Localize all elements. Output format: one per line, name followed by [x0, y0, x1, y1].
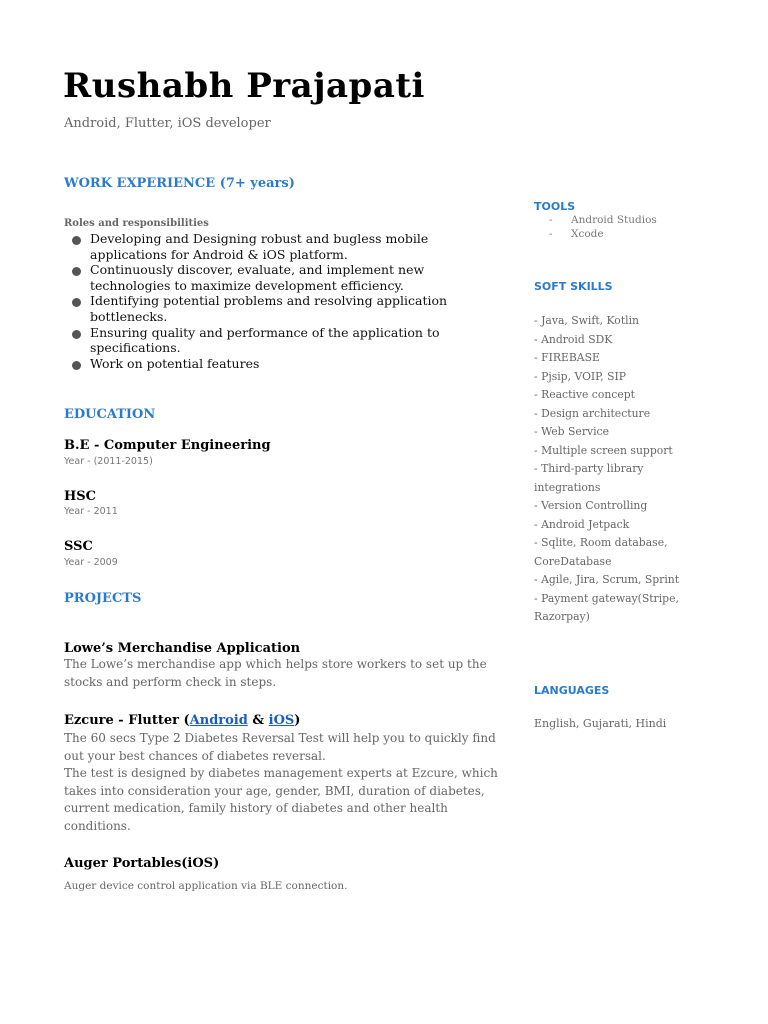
project-desc-lowes: The Lowe’s merchandise app which helps store workers to set up the stocks and perform check in steps.	[64, 657, 487, 689]
tools-list	[534, 213, 657, 241]
roles-label: Roles and responsibilities	[64, 218, 209, 229]
list-item: - Design architecture	[534, 406, 651, 420]
candidate-subtitle: Android, Flutter, iOS developer	[64, 116, 271, 131]
list-item: Developing and Designing robust and bugless mobile applications for Android & iOS platform.	[64, 231, 464, 262]
project-title-ezcure	[64, 713, 300, 728]
project-desc-paragraph: The test is designed by diabetes management experts at Ezcure, which takes into consideration your age, gender, BMI, duration of diabetes, current medication, family history of diabetes and other health conditions.	[64, 766, 498, 833]
projects-heading: PROJECTS	[64, 591, 142, 606]
project-title-auger: Auger Portables(iOS)	[64, 856, 220, 871]
languages-text: English, Gujarati, Hindi	[534, 717, 667, 730]
list-item: - Android Jetpack	[534, 517, 630, 531]
education-heading: EDUCATION	[64, 407, 156, 422]
project-desc-auger: Auger device control application via BLE connection.	[64, 880, 348, 892]
ios-link[interactable]: iOS	[268, 713, 295, 728]
list-item: - Web Service	[534, 425, 609, 438]
responsibilities-list	[64, 231, 464, 371]
list-item: Continuously discover, evaluate, and implement new technologies to maximize development efficiency.	[64, 262, 464, 293]
education-year: Year - 2009	[64, 557, 118, 568]
project-desc-paragraph: The 60 secs Type 2 Diabetes Reversal Test will help you to quickly find out your best chances of diabetes reversal.	[64, 731, 496, 763]
project-title-suffix: )	[294, 713, 301, 728]
languages-heading: LANGUAGES	[534, 684, 610, 697]
education-year: Year - (2011-2015)	[64, 456, 153, 467]
project-desc-ezcure	[64, 730, 504, 835]
education-year: Year - 2011	[64, 506, 118, 517]
list-item: - Payment gateway(Stripe, Razorpay)	[534, 591, 679, 623]
education-title: B.E - Computer Engineering	[64, 438, 271, 453]
list-item: Work on potential features	[64, 356, 464, 372]
list-item: - Version Controlling	[534, 499, 648, 512]
list-item: - Xcode	[534, 227, 657, 241]
list-item: - FIREBASE	[534, 351, 600, 364]
list-item: - Multiple screen support	[534, 443, 673, 457]
list-item: - Sqlite, Room database, CoreDatabase	[534, 536, 668, 568]
list-item: - Java, Swift, Kotlin	[534, 314, 640, 327]
list-item: - Third-party library integrations	[534, 462, 644, 494]
list-item: - Android Studios	[534, 213, 657, 227]
ampersand: &	[247, 713, 269, 728]
list-item: Ensuring quality and performance of the application to specifications.	[64, 325, 464, 356]
list-item: - Android SDK	[534, 332, 613, 346]
education-title: HSC	[64, 489, 97, 504]
list-item: - Pjsip, VOIP, SIP	[534, 369, 627, 383]
education-title: SSC	[64, 539, 93, 554]
tools-heading: TOOLS	[534, 200, 576, 213]
work-experience-heading: WORK EXPERIENCE (7+ years)	[64, 176, 295, 191]
soft-skills-heading: SOFT SKILLS	[534, 280, 613, 293]
project-title-prefix: Ezcure - Flutter (	[64, 713, 190, 728]
list-item: - Agile, Jira, Scrum, Sprint	[534, 573, 680, 586]
list-item: - Reactive concept	[534, 388, 635, 401]
soft-skills-list	[534, 312, 694, 627]
android-link[interactable]: Android	[189, 713, 248, 728]
project-title-lowes: Lowe’s Merchandise Application	[64, 641, 301, 656]
list-item: Identifying potential problems and resolving application bottlenecks.	[64, 293, 464, 324]
candidate-name: Rushabh Prajapati	[63, 66, 425, 106]
